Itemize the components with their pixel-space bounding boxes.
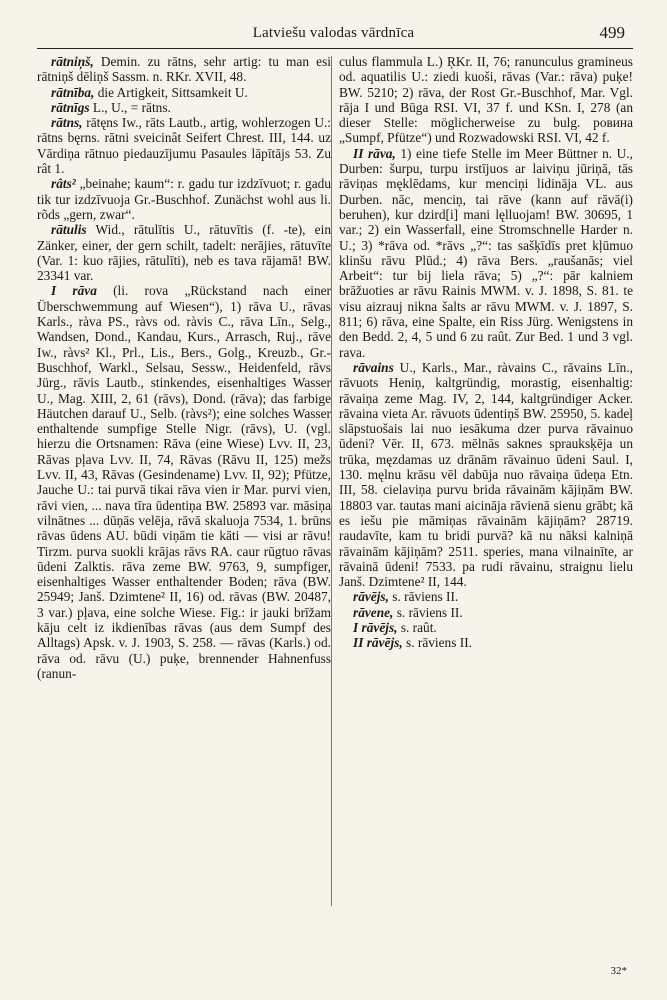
entry-definition: culus flammula L.) ŖKr. II, 76; ranunculus gramineus od. aquatilis U.: ziedi kuoši, rāvas (Var.: rāva) puķe! BW. 5210; 2) rāva, der Rost Gr.-Buschhof, Mar. Vgl. rāja I und Būga RSI. VI, 37 f. und KSn. I, 278 (an dieser Stelle: möglicherweise zu bulg. ровина „Sumpf, Pfütze“) und Rozwadowski RSI. VI, 42 f. (339, 54, 633, 146)
entry-headword: rātnīgs (51, 99, 90, 115)
entry-definition: rātęns Iw., rāts Lautb., artig, wohlerzogen U.: rātns bęrns. rātni sveicinât Seifert Chrest. III, 144. uz Vārdiņa rātnuo piedauzījumu Pasaules lāpītājs 53. Zu rât 1. (37, 115, 331, 177)
running-title: Latviešu valodas vārdnīca (252, 25, 415, 41)
dictionary-entry (339, 589, 633, 604)
entry-headword: rātniņš, (51, 54, 94, 69)
entry-headword: rātns, (51, 115, 83, 131)
entry-headword: rāvējs, (361, 619, 398, 635)
entry-headword: rāvējs, (366, 635, 403, 651)
entry-definition: s. rāviens II. (393, 604, 463, 620)
entry-definition: Wid., rātulītis U., rātuvītis (f. -te), ein Zänker, einer, der gern schilt, tadelt: nerājies, rātuvīte (Var. 1: kuo rājies, rātulīti), neb es tava rājamā! BW. 23341 var. (37, 222, 331, 284)
homonym-number: II (353, 635, 367, 651)
dictionary-entry (37, 85, 331, 100)
right-column (339, 54, 633, 651)
page-number: 499 (599, 23, 625, 42)
entry-definition: L., U., = rātns. (89, 99, 171, 115)
dictionary-entry (37, 222, 331, 283)
entry-definition: U., Karls., Mar., ràvains C., rāvains Līn., rāvuots Heniņ, kaltgründig, morastig, eisenhaltig: rāvaiņa zeme Mag. IV, 2, 144, kaltgründiger Acker. rāvaina vieta Ar. rāvuots ūdentiņš BW. 25950, 5. kadeļ slāpstuošais lai nuo iesākuma dzer purva rāvainuo ūdeni? Vēr. II, 673. mēlnās saknes sprauksķēja un trūka, męzdamas uz drānām rāvainuo ūdeni Saul. I, 130. męlnu krāsu vēl dabūja nuo rāvaiņa ūdeņa Etn. III, 58. cielaviņa purvu brida rāvainām kājiņām BW. 18803 var. tautas mani aicināja rāvienā sienu grābt; kā es iešu pie māmiņas rāvainām kājiņām? 28719. raudavīte, kam tu bridi purvā? kā nu nāksi kalniņā rāvainām kājiņām? 2511. speries, mana vilnainīte, ar rāvainā ūdeni! 7533. pa rudi rāvainu, straignu lielu Janš. Dzimtene² II, 144. (339, 359, 633, 590)
entry-headword: rāva (72, 283, 97, 299)
entry-headword: rātnība, (51, 84, 95, 100)
column-divider (331, 56, 332, 906)
dictionary-entry (37, 176, 331, 222)
dictionary-entry (339, 620, 633, 635)
entry-headword: rāvains (353, 359, 394, 375)
entry-definition: „beinahe; kaum“: r. gadu tur izdzīvuot; r. gadu tik tur izdzīvuoja Gr.-Buschhof. Zunächst wohl aus li. rõds „gern, zwar“. (37, 176, 331, 222)
entry-headword: rāvējs, (353, 589, 389, 605)
left-column (37, 54, 331, 681)
entry-headword: râts² (51, 176, 76, 192)
dictionary-entry (339, 635, 633, 650)
entry-definition: s. rāviens II. (402, 635, 472, 651)
dictionary-entry (37, 100, 331, 115)
dictionary-entry (37, 54, 331, 85)
dictionary-entry (339, 54, 633, 146)
dictionary-entry (37, 115, 331, 176)
homonym-number: I (51, 283, 73, 299)
entry-headword: rātulis (51, 222, 87, 238)
dictionary-entry (339, 146, 633, 360)
entry-definition: s. raût. (397, 619, 437, 635)
dictionary-entry (339, 360, 633, 589)
entry-headword: rāva, (367, 145, 396, 161)
homonym-number: I (353, 619, 362, 635)
header-rule (37, 48, 633, 49)
dictionary-entry (37, 283, 331, 681)
page-header (0, 0, 667, 60)
homonym-number: II (353, 145, 368, 161)
entry-definition: (li. rova „Rückstand nach einer Überschwemmung auf Wiesen“), 1) rāva U., rāvas Karls., ràva PS., ràvs od. ràvis C., rāva Līn., Selg., Wandsen, Dond., Kandau, Kurs., Arrasch, Ruj., rāve Iw., ràvs² Kl., Prl., Lis., Bers., Golg., Kreuzb., Gr.-Buschhof, Warkl., Selsau, Sessw., Heidenfeld, rāvs Jürg., rāvis Lautb., stinkendes, eisenhaltiges Wasser U., Mag. XIII, 2, 61 (rāvs), Dond. (rāva); das farbige Häutchen darauf U., Selb. (ràvs²); eine solches Wasser enthaltende sumpfige Stelle Nigr. (rāvs), U. (vgl. hierzu die Ortsnamen: Rāva (eine Wiese) Lvv. II, 23, Rāvas pļava Lvv. II, 74, Rāvas (Rāvu II, 125) mežs Lvv. II, 43, Rāvas (Gesindename) Lvv. II, 92); Pfütze, Jauche U.: tai purvā tikai rāva vien ir Mar. purvi vien, rāvi vien, ... nava tīra ūdentiņa BW. 25893 var. māsiņa vilnātnes ... dūņās velēja, rāvā skaluoja 7534, 1. brūns rāvas ūdens AU. būdi viņām tie kāti — visi ar rāvu! Tirzm. purva suokli krājas rāvs RA. caur rūgtuo rāvas ūdeni Zalktis. rāva zeme BW. 9763, 9, sumpfiger, eisenhaltiges Wasser enthaltender Boden; rāva (BW. 25949; Janš. Dzimtene² II, 16) od. rāvas (BW. 20487, 3 var.) pļava, eine solche Wiese. Fig.: ir jauki brīžam kāju celt iz ikdienības rāvas (aus dem Sumpf des Alltags) Apsk. v. J. 1903, S. 258. — rāvas (Karls.) od. rāva od. rāvu (U.) puķe, brennender Hahnenfuss (ranun- (37, 283, 332, 681)
entry-definition: die Artigkeit, Sittsamkeit U. (94, 84, 248, 100)
entry-definition: s. rāviens II. (388, 589, 459, 605)
dictionary-entry (339, 605, 633, 620)
entry-headword: rāvene, (353, 604, 394, 620)
entry-definition: Demin. zu rātns, sehr artig: tu man esi rātniņš dēliņš Sassm. n. RKr. XVII, 48. (37, 54, 331, 85)
signature-mark: 32* (610, 965, 627, 977)
entry-definition: 1) eine tiefe Stelle im Meer Büttner n. U., Durben: šurpu, turpu irstījuos ar laiviņu jūriņā, tās rāviņas męklēdams, kur menciņi lidināja VL. aus Durben. nāc, menciņ, tai rāve (kann auf rāvā(i) beruhen), kur dzird[i] mani lęlluojam! BW. 30695, 1 var.; 2) ein Wasserfall, eine Stromschnelle Harder n. U.; 3) *rāva od. *rāvs „?“: tas sašķīdīs pret kļūmuo klinšu rāvu Plūd.; 4) rāva Bers. „raušanās; viel Arbeit“: tur bij liela rāva; 5) „?“: pār kalniem brāžuoties ar rāvu Rainis MWM. v. J. 1898, S. 81. te visu aizrauj nikna šalts ar rāvu MWM. v. J. 1897, S. 811; 6) rāva, eine Spalte, ein Riss Jürg. Wenigstens in den Bedd. 2, 4, 5 und 6 zu raût. Zur Bed. 1 und 3 vgl. rava. (339, 145, 633, 360)
